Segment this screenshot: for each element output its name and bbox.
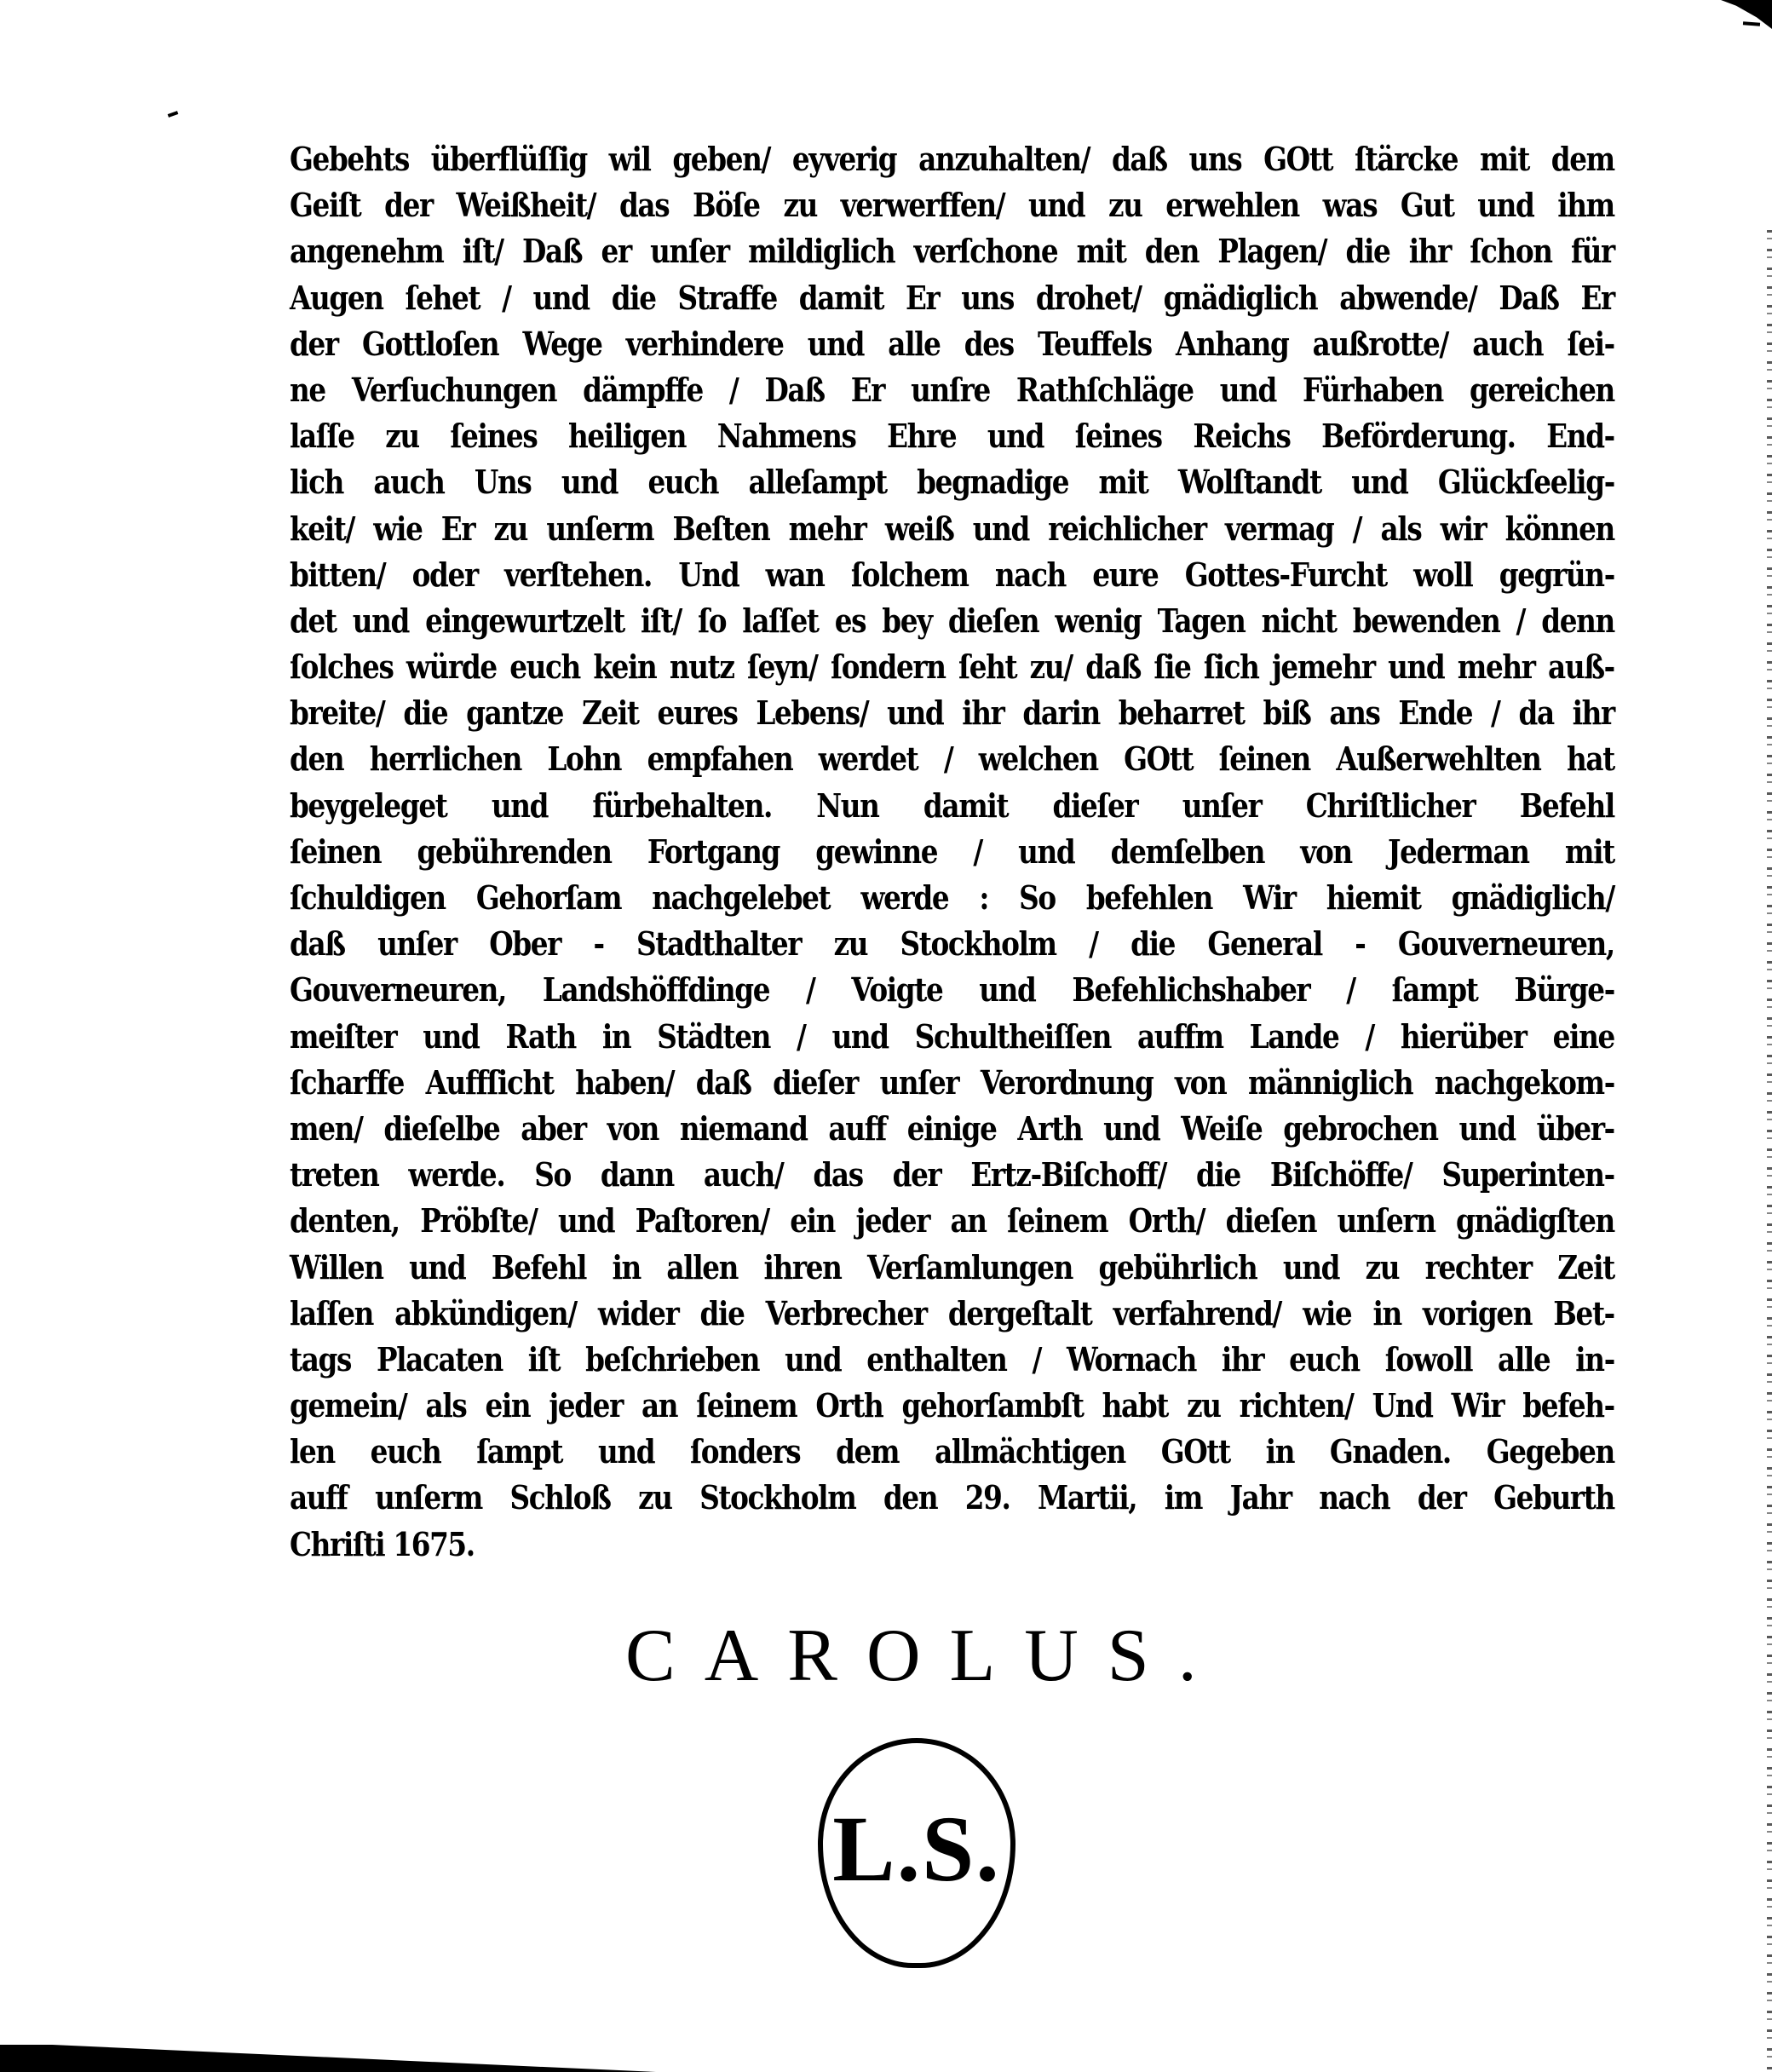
- text-line: den herrlichen Lohn empfahen werdet / welchen GOtt ſeinen Außerwehlten hat: [290, 740, 1614, 779]
- text-line: ſeinen gebührenden Fortgang gewinne / und demſelben von Jederman mit: [290, 832, 1614, 871]
- text-line: Gouverneuren, Landshöffdinge / Voigte und Befehlichshaber / ſampt Bürge-: [290, 970, 1614, 1010]
- text-line: ſcharffe Auffſicht haben/ daß dieſer unſer Verordnung von männiglich nachgekom-: [290, 1062, 1614, 1102]
- scan-artifact-speck: [168, 111, 179, 118]
- text-line: breite/ die gantze Zeit eures Lebens/ und ihr darin beharret biß ans Ende / da ihr: [290, 694, 1614, 733]
- text-line: beygeleget und fürbehalten. Nun damit dieſer unſer Chriſtlicher Befehl: [290, 786, 1614, 825]
- text-line: tags Placaten iſt beſchrieben und enthalten / Wornach ihr euch ſowoll alle in-: [290, 1339, 1614, 1378]
- text-line: Geiſt der Weißheit/ das Böſe zu verwerffen/ und zu erwehlen was Gut und ihm: [290, 186, 1614, 225]
- royal-signature: CAROLUS.: [625, 1614, 1226, 1697]
- text-line: Gebehts überflüſſig wil geben/ eyverig anzuhalten/ daß uns GOtt ſtärcke mit dem: [290, 140, 1614, 178]
- text-line: Augen ſehet / und die Straffe damit Er uns drohet/ gnädiglich abwende/ Daß Er: [290, 278, 1614, 317]
- decree-body-text: [290, 136, 1614, 1568]
- seal-text: L.S.: [832, 1796, 1001, 1901]
- text-line: ne Verſuchungen dämpffe / Daß Er unſre Rathſchläge und Fürhaben gereichen: [290, 370, 1614, 409]
- text-line: laſſen abkündigen/ wider die Verbrecher dergeſtalt verfahrend/ wie in vorigen Bet-: [290, 1293, 1614, 1332]
- text-line: angenehm iſt/ Daß er unſer mildiglich verſchone mit den Plagen/ die ihr ſchon für: [290, 232, 1614, 271]
- scan-artifact-right-edge: [1767, 230, 1772, 2072]
- text-line: denten, Pröbſte/ und Paſtoren/ ein jeder an ſeinem Orth/ dieſen unſern gnädigſten: [290, 1201, 1614, 1240]
- text-line: daß unſer Ober - Stadthalter zu Stockholm / die General - Gouverneuren,: [290, 924, 1614, 964]
- scan-artifact-bottom-band: [0, 2045, 656, 2072]
- text-line: gemein/ als ein jeder an ſeinem Orth gehorſambſt habt zu richten/ Und Wir befeh-: [290, 1386, 1614, 1425]
- text-line: ſolches würde euch kein nutz ſeyn/ ſondern ſeht zu/ daß ſie ſich jemehr und mehr auß-: [290, 648, 1614, 687]
- text-line: ſchuldigen Gehorſam nachgelebet werde : So befehlen Wir hiemit gnädiglich/: [290, 878, 1614, 917]
- text-line: len euch ſampt und ſonders dem allmächtigen GOtt in Gnaden. Gegeben: [290, 1432, 1614, 1471]
- text-line: men/ dieſelbe aber von niemand auff einige Arth und Weiſe gebrochen und über-: [290, 1108, 1614, 1148]
- scan-artifact-mark: [1743, 21, 1760, 26]
- text-line: treten werde. So dann auch/ das der Ertz-Biſchoff/ die Biſchöffe/ Superinten-: [290, 1155, 1614, 1194]
- text-line: det und eingewurtzelt iſt/ ſo laſſet es bey dieſen wenig Tagen nicht bewenden / denn: [290, 601, 1614, 640]
- seal-locus-sigilli: [818, 1738, 1015, 1968]
- text-line: auff unſerm Schloß zu Stockholm den 29. Martii, im Jahr nach der Geburth: [290, 1478, 1614, 1517]
- text-line-date-closing: Chriſti 1675.: [290, 1524, 475, 1563]
- text-line: der Gottloſen Wege verhindere und alle des Teuffels Anhang außrotte/ auch ſei-: [290, 324, 1614, 363]
- text-line: meiſter und Rath in Städten / und Schultheiſſen auffm Lande / hierüber eine: [290, 1016, 1614, 1056]
- text-line: bitten/ oder verſtehen. Und wan ſolchem nach eure Gottes-Furcht woll gegrün-: [290, 555, 1614, 594]
- text-line: keit/ wie Er zu unſerm Beſten mehr weiß und reichlicher vermag / als wir können: [290, 509, 1614, 548]
- text-line: lich auch Uns und euch alleſampt begnadige mit Wolſtandt und Glückſeelig-: [290, 463, 1614, 502]
- text-line: Willen und Befehl in allen ihren Verſamlungen gebührlich und zu rechter Zeit: [290, 1247, 1614, 1286]
- text-line: laſſe zu ſeines heiligen Nahmens Ehre und ſeines Reichs Beförderung. End-: [290, 417, 1614, 456]
